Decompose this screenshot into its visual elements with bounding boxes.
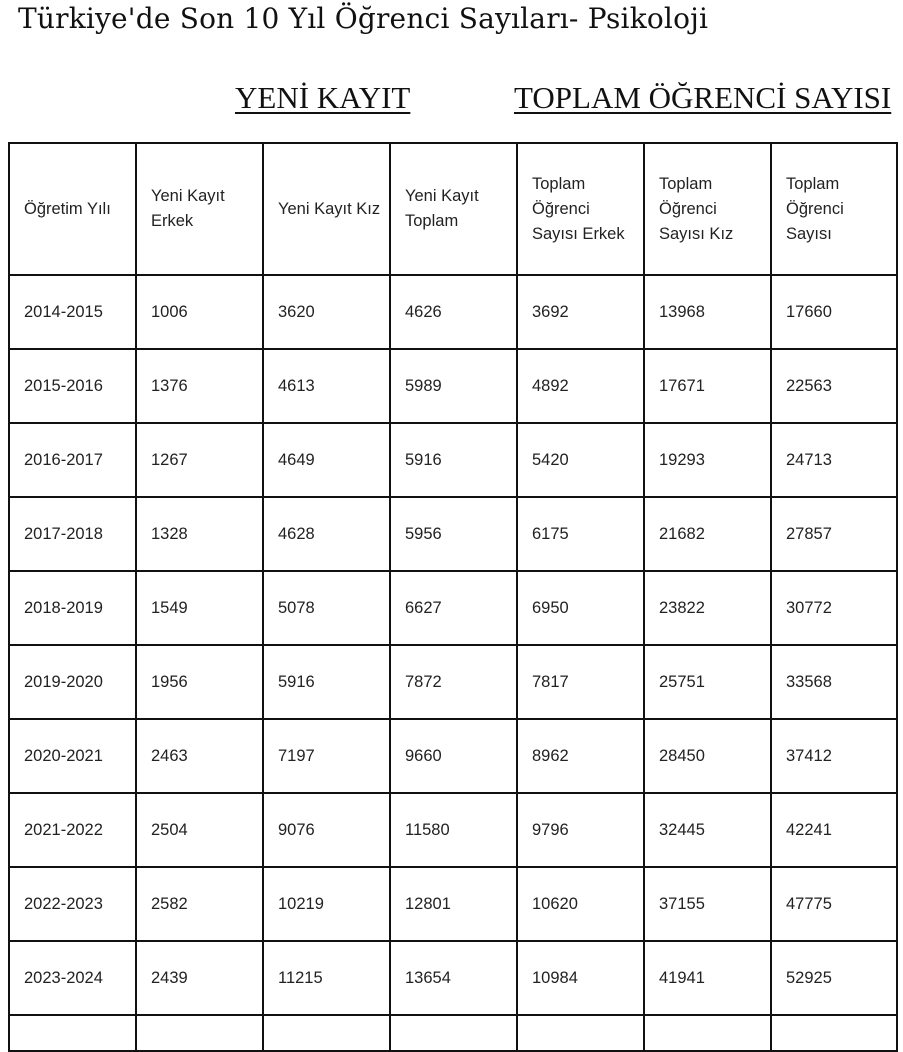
heading-total-students: TOPLAM ÖĞRENCİ SAYISI <box>514 80 892 115</box>
table-cell: 10219 <box>263 867 390 941</box>
table-cell: 7197 <box>263 719 390 793</box>
table-cell: 6627 <box>390 571 517 645</box>
table-cell: 9660 <box>390 719 517 793</box>
table-row <box>9 571 897 645</box>
table-row <box>9 793 897 867</box>
table-cell: 11580 <box>390 793 517 867</box>
table-cell: 10984 <box>517 941 644 1015</box>
column-header-new-female: Yeni Kayıt Kız <box>263 143 390 275</box>
table-cell-empty <box>390 1015 517 1051</box>
table-cell-year: 2015-2016 <box>9 349 136 423</box>
column-header-total-students: Toplam Öğrenci Sayısı <box>771 143 897 275</box>
table-cell: 4613 <box>263 349 390 423</box>
table-cell: 4628 <box>263 497 390 571</box>
table-cell-empty <box>644 1015 771 1051</box>
table-cell: 13654 <box>390 941 517 1015</box>
table-cell: 3620 <box>263 275 390 349</box>
page-title: Türkiye'de Son 10 Yıl Öğrenci Sayıları- Psikoloji <box>18 2 709 35</box>
table-cell-year: 2023-2024 <box>9 941 136 1015</box>
table-cell: 19293 <box>644 423 771 497</box>
table-cell: 32445 <box>644 793 771 867</box>
table-cell: 4649 <box>263 423 390 497</box>
table-cell: 24713 <box>771 423 897 497</box>
table-cell: 17660 <box>771 275 897 349</box>
table-cell: 7817 <box>517 645 644 719</box>
table-cell: 6950 <box>517 571 644 645</box>
table-cell: 12801 <box>390 867 517 941</box>
table-cell: 2504 <box>136 793 263 867</box>
table-cell-year: 2018-2019 <box>9 571 136 645</box>
table-cell: 2463 <box>136 719 263 793</box>
table-row <box>9 423 897 497</box>
table-cell-empty <box>263 1015 390 1051</box>
table-cell: 1956 <box>136 645 263 719</box>
table-cell: 1376 <box>136 349 263 423</box>
table-cell: 1006 <box>136 275 263 349</box>
table-cell: 1267 <box>136 423 263 497</box>
table-cell: 27857 <box>771 497 897 571</box>
table-cell: 47775 <box>771 867 897 941</box>
table-cell: 30772 <box>771 571 897 645</box>
table-cell: 2582 <box>136 867 263 941</box>
table-cell: 8962 <box>517 719 644 793</box>
table-cell: 37155 <box>644 867 771 941</box>
table-cell: 23822 <box>644 571 771 645</box>
table-row <box>9 941 897 1015</box>
table-cell: 22563 <box>771 349 897 423</box>
table-cell-year: 2022-2023 <box>9 867 136 941</box>
table-cell-empty <box>136 1015 263 1051</box>
table-cell: 37412 <box>771 719 897 793</box>
table-cell-year: 2014-2015 <box>9 275 136 349</box>
table-cell-empty <box>9 1015 136 1051</box>
table-cell: 5420 <box>517 423 644 497</box>
table-cell: 17671 <box>644 349 771 423</box>
table-cell-year: 2016-2017 <box>9 423 136 497</box>
table-cell: 33568 <box>771 645 897 719</box>
table-cell: 5078 <box>263 571 390 645</box>
table-row <box>9 497 897 571</box>
table-cell: 25751 <box>644 645 771 719</box>
column-header-total-female: Toplam Öğrenci Sayısı Kız <box>644 143 771 275</box>
table-cell: 5916 <box>390 423 517 497</box>
table-row-partial <box>9 1015 897 1051</box>
table-header-row <box>9 143 897 275</box>
table-cell: 5989 <box>390 349 517 423</box>
table-row <box>9 349 897 423</box>
table-cell: 21682 <box>644 497 771 571</box>
column-header-new-male: Yeni Kayıt Erkek <box>136 143 263 275</box>
column-header-new-total: Yeni Kayıt Toplam <box>390 143 517 275</box>
table-cell: 28450 <box>644 719 771 793</box>
table-row <box>9 867 897 941</box>
table-cell: 10620 <box>517 867 644 941</box>
table-row <box>9 645 897 719</box>
table-body <box>9 275 897 1051</box>
table-row <box>9 719 897 793</box>
table-cell: 4626 <box>390 275 517 349</box>
table-cell: 13968 <box>644 275 771 349</box>
table-cell: 3692 <box>517 275 644 349</box>
table-cell: 9076 <box>263 793 390 867</box>
table-cell-year: 2021-2022 <box>9 793 136 867</box>
table-cell: 5956 <box>390 497 517 571</box>
table-cell: 1549 <box>136 571 263 645</box>
table-cell-year: 2019-2020 <box>9 645 136 719</box>
table-cell: 7872 <box>390 645 517 719</box>
table-cell: 6175 <box>517 497 644 571</box>
student-count-table <box>8 142 898 1052</box>
table-cell-year: 2017-2018 <box>9 497 136 571</box>
table-cell: 42241 <box>771 793 897 867</box>
table-cell: 9796 <box>517 793 644 867</box>
table-cell-year: 2020-2021 <box>9 719 136 793</box>
table-cell-empty <box>517 1015 644 1051</box>
table-cell: 2439 <box>136 941 263 1015</box>
table-cell: 4892 <box>517 349 644 423</box>
table-cell: 1328 <box>136 497 263 571</box>
table-cell: 5916 <box>263 645 390 719</box>
table-cell: 41941 <box>644 941 771 1015</box>
table-row <box>9 275 897 349</box>
column-header-total-male: Toplam Öğrenci Sayısı Erkek <box>517 143 644 275</box>
column-header-academic-year: Öğretim Yılı <box>9 143 136 275</box>
table-cell-empty <box>771 1015 897 1051</box>
heading-new-registration: YENİ KAYIT <box>235 80 411 115</box>
table-cell: 52925 <box>771 941 897 1015</box>
table-cell: 11215 <box>263 941 390 1015</box>
